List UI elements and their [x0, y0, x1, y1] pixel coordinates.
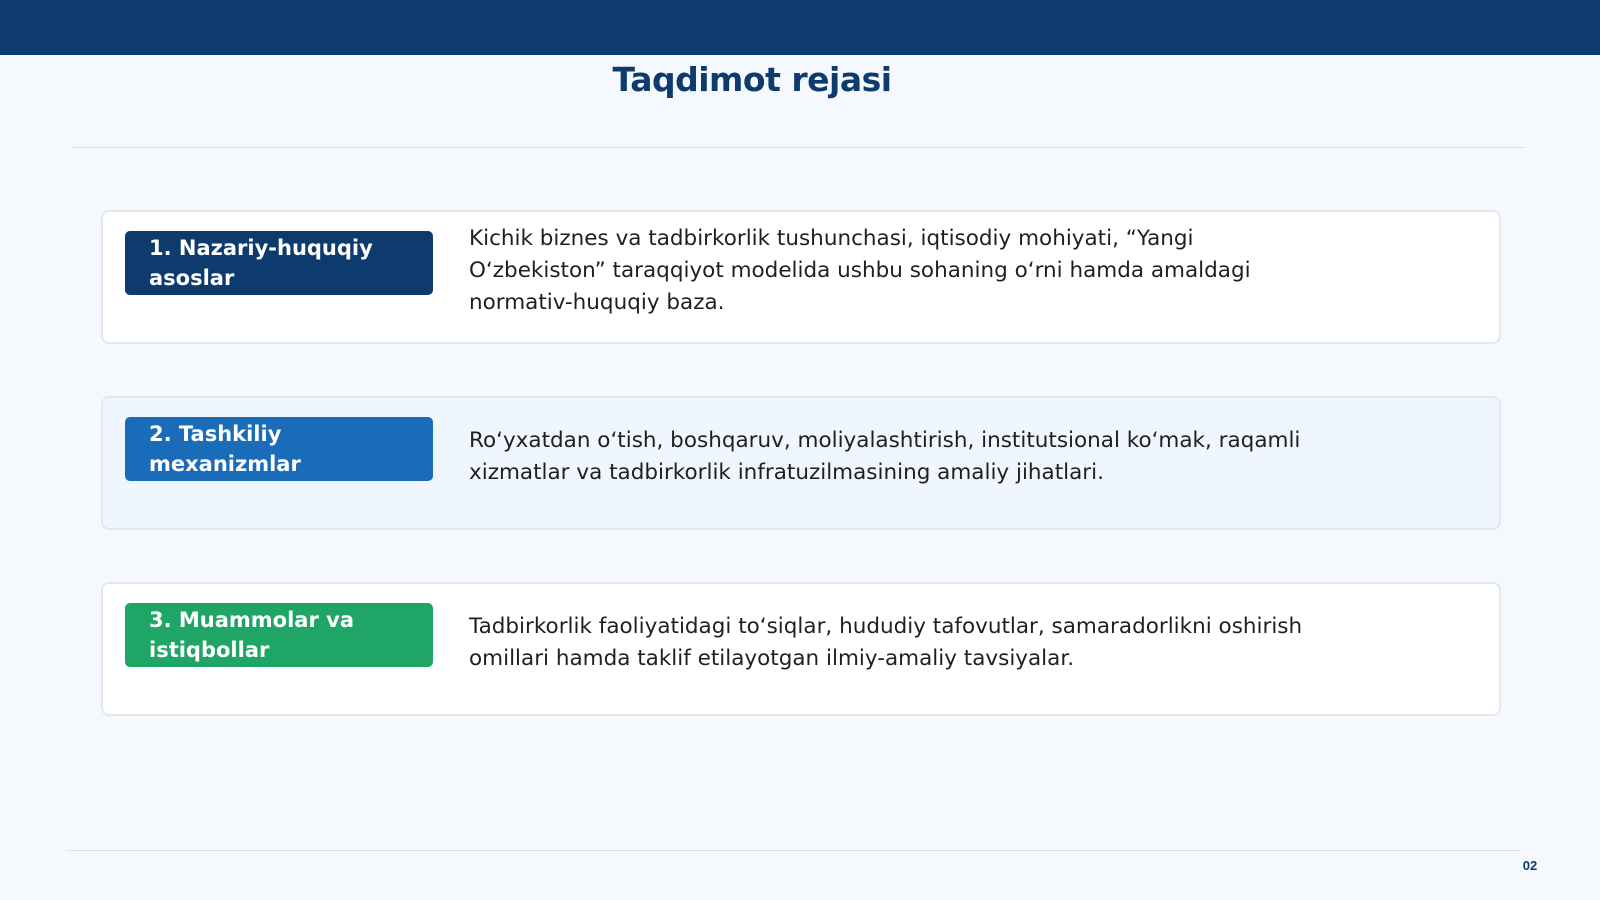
- section-description: Ro‘yxatdan o‘tish, boshqaruv, moliyalashtirish, institutsional ko‘mak, raqamli xizmatlar va tadbirkorlik infratuzilmasining amaliy jihatlari.: [469, 428, 1301, 485]
- section-label-1: [125, 231, 433, 295]
- section-label-2: [125, 417, 433, 481]
- section-card-3: [101, 582, 1501, 716]
- section-label-3: [125, 603, 433, 667]
- section-label-text: 1. Nazariy-huquqiy asoslar: [149, 236, 373, 290]
- footer-divider: [66, 850, 1520, 851]
- title-divider: [72, 147, 1524, 148]
- section-label-text: 3. Muammolar va istiqbollar: [149, 608, 355, 662]
- section-description: Kichik biznes va tadbirkorlik tushunchasi, iqtisodiy mohiyati, “Yangi O‘zbekiston” taraqqiyot modelida ushbu sohaning o‘rni hamda amaldagi normativ-huquqiy baza.: [469, 226, 1251, 315]
- section-card-1: [101, 210, 1501, 344]
- section-description: Tadbirkorlik faoliyatidagi to‘siqlar, hududiy tafovutlar, samaradorlikni oshirish omillari hamda taklif etilayotgan ilmiy-amaliy tavsiyalar.: [469, 614, 1303, 671]
- section-label-text: 2. Tashkiliy mexanizmlar: [149, 422, 301, 476]
- section-card-2: [101, 396, 1501, 530]
- page-title: Taqdimot rejasi: [612, 60, 892, 99]
- top-header-bar: [0, 0, 1600, 55]
- page-number: 02: [1522, 858, 1538, 873]
